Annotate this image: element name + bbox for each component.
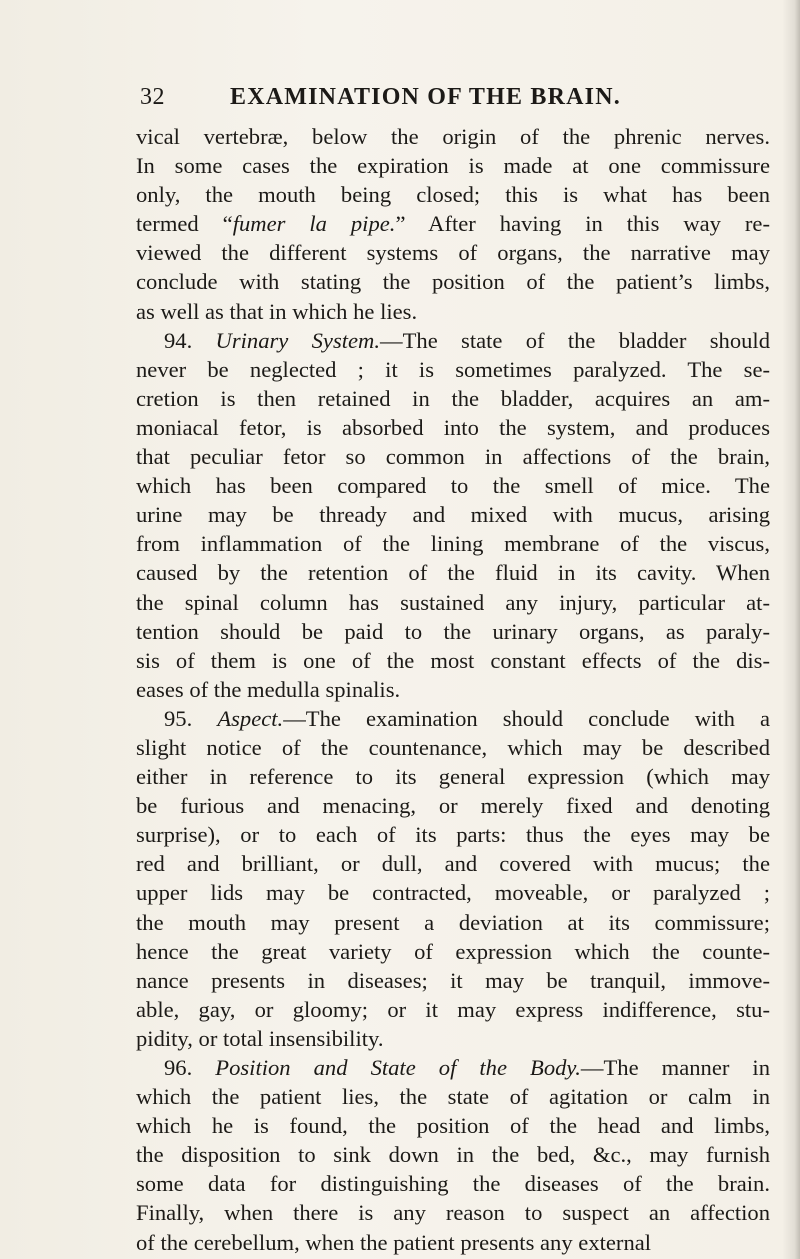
text-line: hence the great variety of expression which the counte-: [136, 938, 770, 964]
page-edge-shadow: [782, 0, 800, 1259]
text-line: of the cerebellum, when the patient presents any external: [136, 1229, 652, 1255]
text-line: the spinal column has sustained any injury, particular at-: [136, 589, 770, 615]
text-line: sis of them is one of the most constant effects of the dis-: [136, 647, 770, 673]
text-line: upper lids may be contracted, moveable, or paralyzed ;: [136, 880, 770, 906]
text-line: Finally, when there is any reason to suspect an affection: [136, 1200, 770, 1226]
italic-term: Urinary System.: [215, 327, 381, 353]
text-line: that peculiar fetor so common in affections of the brain,: [136, 444, 770, 470]
paragraph-start-line: 95. Aspect.—The examination should conclude with a: [164, 705, 770, 731]
text-line: some data for distinguishing the diseases of the brain.: [136, 1171, 770, 1197]
paragraph-start-line: 96. Position and State of the Body.—The manner in: [164, 1055, 770, 1080]
text-line: which has been compared to the smell of mice. The: [136, 473, 770, 499]
text-line: conclude with stating the position of the patient’s limbs,: [136, 269, 770, 295]
text-line: which he is found, the position of the head and limbs,: [136, 1113, 770, 1139]
italic-term: Aspect.: [217, 705, 284, 731]
text-line: cretion is then retained in the bladder, acquires an am-: [136, 385, 770, 411]
text-line: In some cases the expiration is made at one commissure: [136, 153, 770, 179]
text-line: nance presents in diseases; it may be tranquil, immove-: [136, 967, 770, 993]
text-line: either in reference to its general expression (which may: [136, 764, 770, 790]
text-line: viewed the different systems of organs, the narrative may: [136, 240, 770, 266]
text-line: as well as that in which he lies.: [136, 298, 418, 324]
italic-term: fumer la pipe.: [232, 211, 396, 237]
text-line: surprise), or to each of its parts: thus the eyes may be: [136, 822, 770, 848]
text-line: caused by the retention of the fluid in its cavity. When: [136, 560, 770, 586]
running-head: [140, 84, 680, 120]
paragraph-start-line: 94. Urinary System.—The state of the bladder should: [164, 327, 771, 353]
text-line: be furious and menacing, or merely fixed and denoting: [136, 793, 770, 819]
text-line: able, gay, or gloomy; or it may express indifference, stu-: [136, 996, 770, 1022]
text-line: moniacal fetor, is absorbed into the system, and produces: [136, 414, 770, 440]
text-line: vical vertebræ, below the origin of the phrenic nerves.: [136, 124, 770, 149]
text-line: slight notice of the countenance, which may be described: [136, 734, 770, 760]
page-number: 32: [140, 84, 165, 110]
text-line: the disposition to sink down in the bed, &c., may furnish: [136, 1142, 770, 1168]
text-line: from inflammation of the lining membrane of the viscus,: [136, 531, 770, 557]
text-line: termed “fumer la pipe.” After having in this way re-: [136, 211, 770, 237]
text-line: red and brilliant, or dull, and covered with mucus; the: [136, 851, 770, 877]
text-line: pidity, or total insensibility.: [136, 1025, 384, 1051]
body-text: [136, 122, 770, 1257]
text-line: never be neglected ; it is sometimes paralyzed. The se-: [136, 356, 770, 382]
running-title: EXAMINATION OF THE BRAIN.: [230, 84, 621, 110]
text-line: which the patient lies, the state of agitation or calm in: [136, 1084, 770, 1110]
text-line: urine may be thready and mixed with mucus, arising: [136, 502, 770, 528]
text-line: eases of the medulla spinalis.: [136, 676, 401, 702]
text-line: the mouth may present a deviation at its commissure;: [136, 909, 770, 935]
italic-term: Position and State of the Body.: [215, 1055, 581, 1080]
text-line: tention should be paid to the urinary organs, as paraly-: [136, 618, 770, 644]
text-line: only, the mouth being closed; this is what has been: [136, 182, 770, 208]
